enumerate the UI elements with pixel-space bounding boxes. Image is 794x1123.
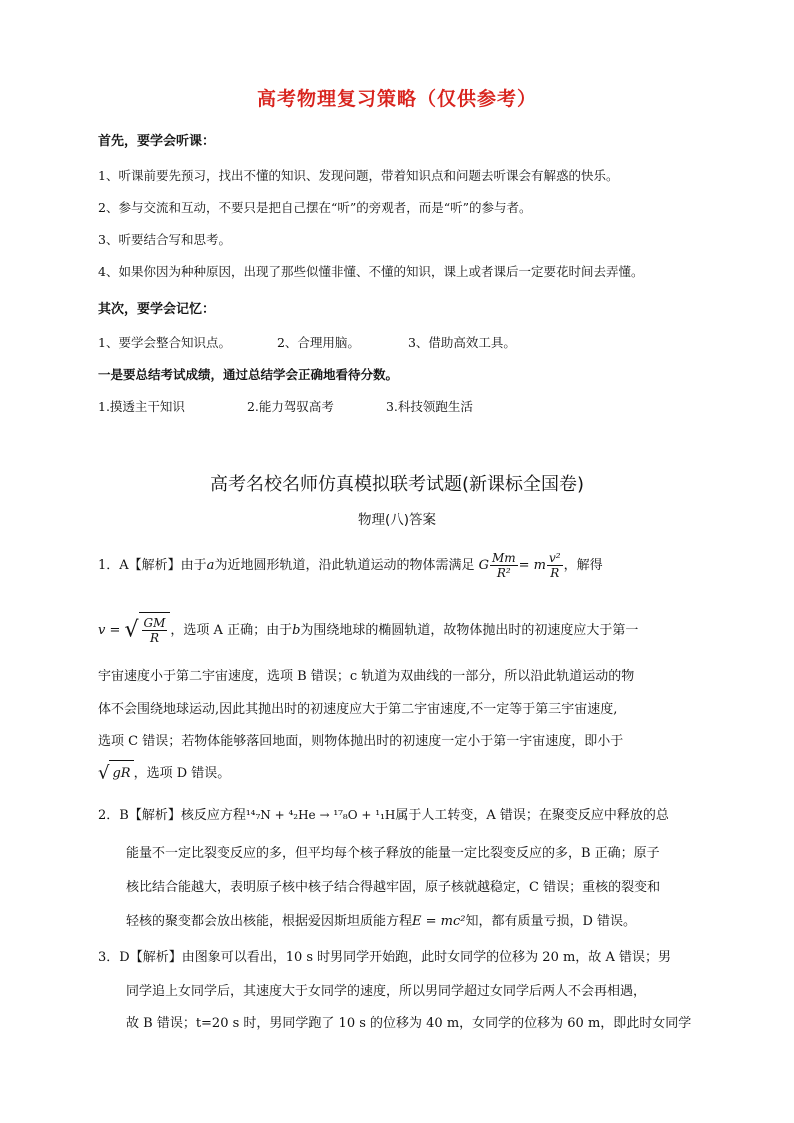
- tips-row: [98, 397, 473, 415]
- first-item-3: 3、听要结合写和思考。: [98, 232, 231, 247]
- tip-2: 2.能力驾驭高考: [246, 399, 334, 414]
- exam-title: 高考名校名师仿真模拟联考试题(新课标全国卷): [209, 474, 585, 495]
- strategy-title: 高考物理复习策略（仅供参考）: [256, 88, 537, 110]
- second-heading: 其次，要学会记忆：: [98, 302, 216, 317]
- q3-line-1: 3．D【解析】由图象可以看出，10 s 时男同学开始跑，此时女同学的位移为 20 m，故 A 错误；男: [98, 950, 671, 965]
- q2-line-1: 2．B【解析】核反应方程¹⁴₇N + ⁴₂He → ¹⁷₈O + ¹₁H属于人工转变，A 错误；在聚变反应中释放的总: [98, 808, 669, 823]
- q1-line-5: 选项 C 错误；若物体能够落回地面，则物体抛出时的初速度一定小于第一宇宙速度，即小于: [98, 734, 624, 749]
- q1-line-6: √ gR ，选项 D 错误。: [98, 760, 698, 786]
- q1-sqrt-gr: √ gR: [98, 760, 134, 787]
- memory-items-row: [98, 333, 516, 351]
- q1-fraction-gravity: $\frac{Mm}{\text{R²}}$: [491, 551, 516, 580]
- tip-3: 3.科技领跑生活: [385, 399, 473, 414]
- memory-item-3: 3、借助高效工具。: [407, 335, 516, 350]
- q1-line-3: 宇宙速度小于第二宇宙速度，选项 B 错误；c 轨道为双曲线的一部分，所以沿此轨道运动的物: [98, 669, 635, 684]
- q1-line-1: 1．A【解析】由于a为近地圆形轨道，沿此轨道运动的物体需满足 G $\frac{Mm}{\text{R²}}$ = m $\frac{\text{v²}}{R}$ ，解得: [98, 551, 603, 580]
- q2-line-3: 核比结合能越大，表明原子核中核子结合得越牢固，原子核就越稳定，C 错误；重核的裂变和: [126, 880, 661, 895]
- q3-line-2: 同学追上女同学后，其速度大于女同学的速度，所以男同学超过女同学后两人不会再相遇，: [126, 984, 647, 999]
- q1-sqrt-gm-r: √ $\frac{GM}{R}$: [125, 612, 171, 649]
- tip-1: 1.摸透主干知识: [98, 399, 185, 414]
- q2-mass-energy-equation: E = mc²: [412, 914, 466, 929]
- q1-line-2: v = √ $\frac{GM}{R}$ ，选项 A 正确；由于b为围绕地球的椭圆轨道，故物体抛出时的初速度应大于第一: [98, 612, 698, 648]
- memory-item-2: 2、合理用脑。: [276, 335, 360, 350]
- memory-item-1: 1、要学会整合知识点。: [98, 335, 231, 350]
- summary-line: 一是要总结考试成绩，通过总结学会正确地看待分数。: [98, 367, 399, 382]
- exam-subtitle: 物理(八)答案: [357, 512, 437, 528]
- first-item-2: 2、参与交流和互动，不要只是把自己摆在“听”的旁观者，而是“听”的参与者。: [98, 200, 532, 215]
- q1-line-4: 体不会围绕地球运动,因此其抛出时的初速度应大于第二宇宙速度,不一定等于第三宇宙速度,: [98, 702, 618, 717]
- q1-fraction-centripetal: $\frac{\text{v²}}{R}$: [549, 551, 561, 580]
- first-item-1: 1、听课前要先预习，找出不懂的知识、发现问题，带着知识点和问题去听课会有解惑的快乐。: [98, 168, 619, 183]
- q2-nuclear-reaction: ¹⁴₇N + ⁴₂He → ¹⁷₈O + ¹₁H: [245, 808, 396, 822]
- first-heading: 首先，要学会听课：: [98, 134, 216, 149]
- q2-line-4: 轻核的聚变都会放出核能，根据爱因斯坦质能方程E = mc²知，都有质量亏损，D 错误。: [126, 914, 637, 929]
- q3-line-3: 故 B 错误；t=20 s 时，男同学跑了 10 s 的位移为 40 m，女同学的位移为 60 m，即此时女同学: [126, 1016, 692, 1031]
- q2-line-2: 能量不一定比裂变反应的多，但平均每个核子释放的能量一定比裂变反应的多，B 正确；原子: [126, 846, 660, 861]
- first-item-4: 4、如果你因为种种原因，出现了那些似懂非懂、不懂的知识，课上或者课后一定要花时间去弄懂。: [98, 264, 644, 279]
